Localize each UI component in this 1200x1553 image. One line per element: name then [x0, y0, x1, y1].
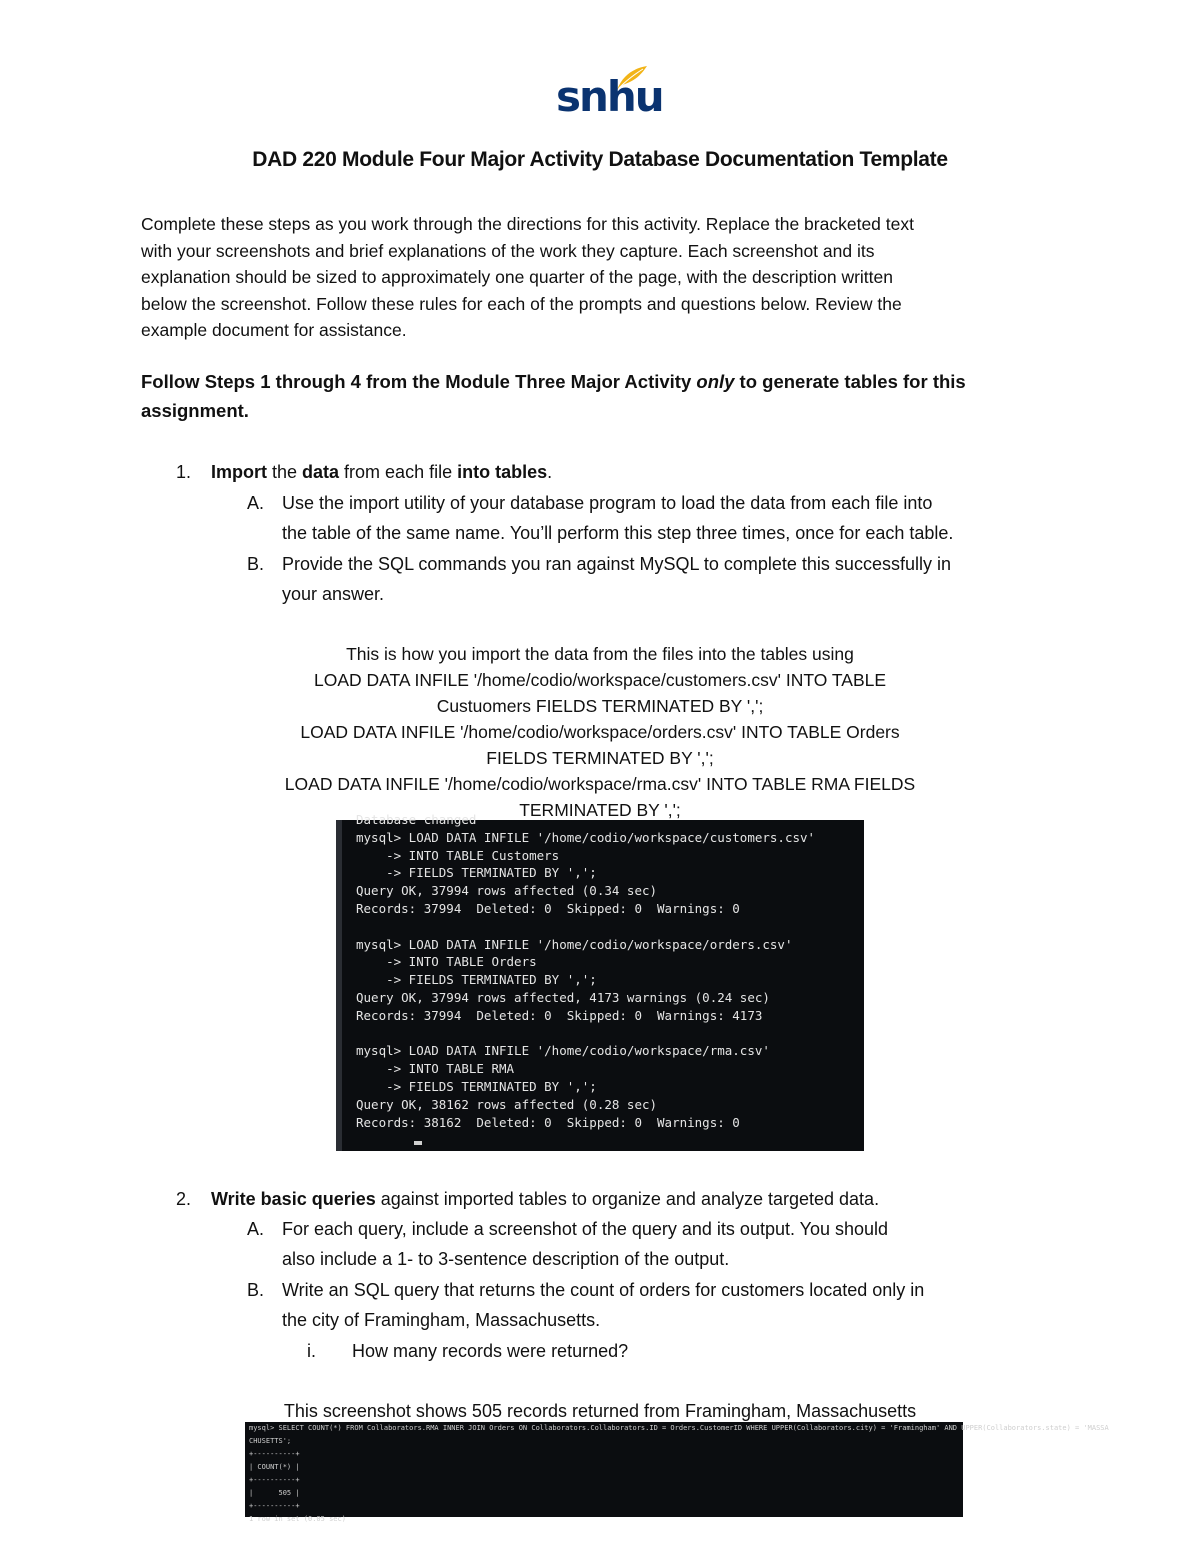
- snhu-logo: [540, 62, 663, 132]
- step-1b-letter: B.: [247, 554, 265, 574]
- intro-line: below the screenshot. Follow these rules for each of the prompts and questions below. Review the: [141, 293, 902, 314]
- intro-line: explanation should be sized to approximately one quarter of the page, with the description written: [141, 267, 893, 287]
- step-1a-letter: A.: [247, 493, 265, 513]
- mysql-terminal-screenshot-1: [336, 812, 864, 1151]
- step-2bi-text: How many records were returned?: [352, 1341, 629, 1361]
- logo-wordmark: snhu: [556, 72, 663, 121]
- answer-2-text: This screenshot shows 505 records returned from Framingham, Massachusetts: [283, 1401, 917, 1421]
- step-2bi-letter: i.: [307, 1341, 316, 1361]
- terminal-output: Database changed mysql> LOAD DATA INFILE '/home/codio/workspace/customers.csv' -> INTO TABLE Customers -> FIELDS TERMINATED BY ','; Query OK, 37994 rows affected (0.34 sec) Records: 37994 Deleted: 0 Skipped: 0 Warnings: 0 mysql> LOAD DATA INFILE '/home/codio/workspace/orders.csv' -> INTO TABLE Orders -> FIELDS TERMINATED BY ','; Query OK, 37994 rows affected, 4173 warnings (0.24 sec) Records: 37994 Deleted: 0 Skipped: 0 Warnings: 4173 mysql> LOAD DATA INFILE '/home/codio/workspace/rma.csv' -> INTO TABLE RMA -> FIELDS TERMINATED BY ','; Query OK, 38162 rows affected (0.28 sec) Records: 38162 Deleted: 0 Skipped: 0 Warnings: 0: [356, 812, 816, 1130]
- step-2a-letter: A.: [247, 1219, 265, 1239]
- step-1-heading: Import the data from each file into tables.: [211, 462, 553, 482]
- document-title: DAD 220 Module Four Major Activity Database Documentation Template: [252, 148, 948, 171]
- step-2-heading: Write basic queries against imported tables to organize and analyze targeted data.: [211, 1189, 880, 1209]
- intro-line: Complete these steps as you work through the directions for this activity. Replace the bracketed text: [141, 214, 914, 234]
- terminal-scrollbar: [336, 820, 342, 1151]
- follow-italic: only: [696, 371, 735, 392]
- terminal-output: mysql> SELECT COUNT(*) FROM Collaborators.RMA INNER JOIN Orders ON Collaborators.Collaborators.ID = Orders.CustomerID WHERE UPPER(Collaborators.city) = 'Framingham' AND UPPER(Collaborators.state) = 'MASSA CHUSETTS'; +----------+ | COUNT(*) | +----------+ | 505 | +----------+ 1 row in set (0.05 sec): [249, 1424, 1109, 1523]
- intro-paragraph: [141, 211, 1046, 344]
- follow-steps-instruction: [141, 367, 1046, 425]
- step-2a-text: For each query, include a screenshot of the query and its output. You should also include a 1- to 3-sentence description of the output.: [282, 1219, 889, 1269]
- intro-line: example document for assistance.: [141, 320, 407, 340]
- step-2-number: 2.: [176, 1189, 192, 1209]
- follow-text: Follow Steps 1 through 4 from the Module Three Major Activity: [141, 371, 697, 392]
- terminal-cursor: [414, 1141, 422, 1145]
- step-2b-letter: B.: [247, 1280, 265, 1300]
- follow-text: to generate tables for this: [734, 371, 966, 392]
- step-1b-text: Provide the SQL commands you ran against MySQL to complete this successfully in your answer.: [282, 554, 951, 604]
- intro-line: with your screenshots and brief explanations of the work they capture. Each screenshot and its: [141, 240, 875, 261]
- step-1a-text: Use the import utility of your database program to load the data from each file into the table of the same name. You’ll perform this step three times, once for each table.: [282, 493, 954, 543]
- follow-text: assignment.: [141, 400, 249, 421]
- mysql-terminal-screenshot-2: [245, 1422, 1109, 1523]
- step-2b-text: Write an SQL query that returns the count of orders for customers located only in the city of Framingham, Massachusetts.: [282, 1280, 925, 1330]
- step-1-number: 1.: [176, 462, 192, 482]
- answer-1-text: This is how you import the data from the files into the tables using LOAD DATA INFILE '/home/codio/workspace/customers.csv' INTO TABLE Custuomers FIELDS TERMINATED BY ','; LOAD DATA INFILE '/home/codio/workspace/orders.csv' INTO TABLE Orders FIELDS TERMINATED BY ','; LOAD DATA INFILE '/home/codio/workspace/rma.csv' INTO TABLE RMA FIELDS TERMINATED BY ',';: [284, 644, 916, 820]
